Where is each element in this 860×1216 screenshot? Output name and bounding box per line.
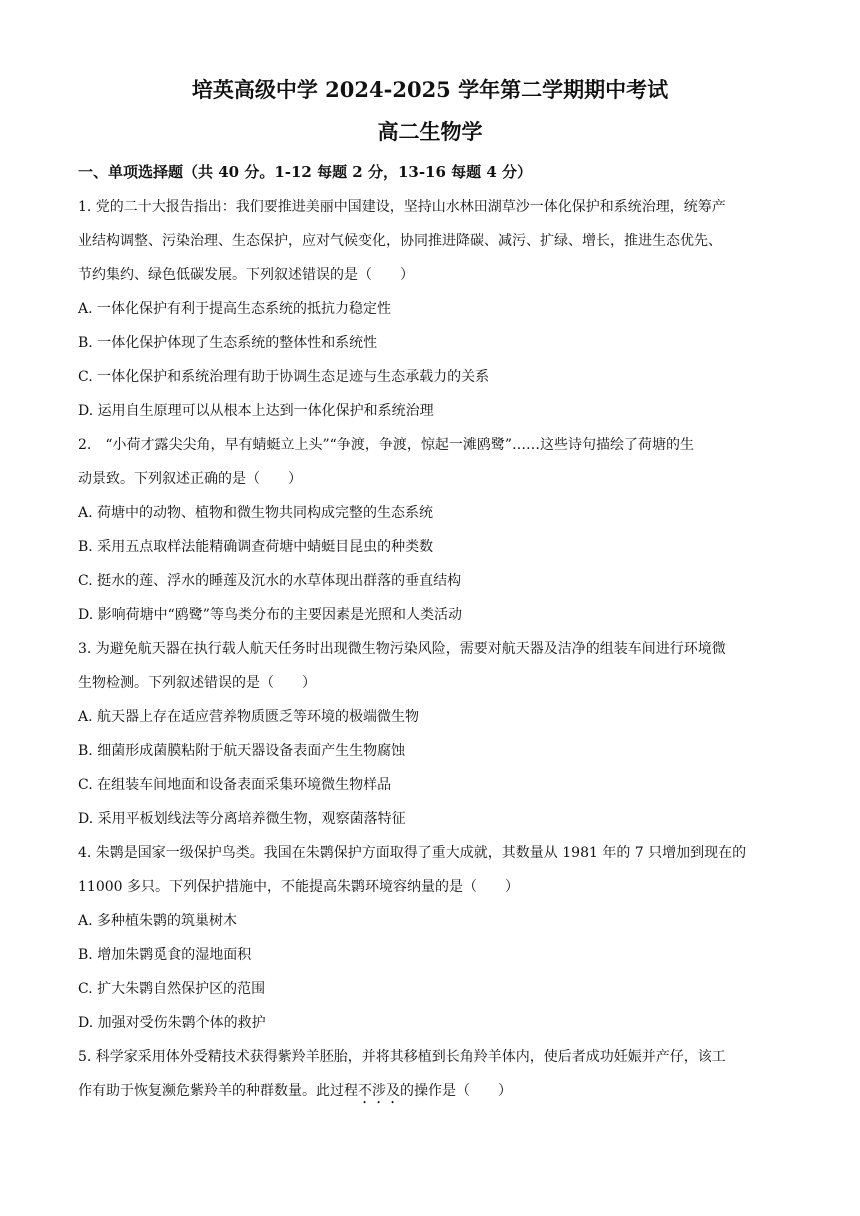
question-text-pre: 作有助于恢复濒危紫羚羊的种群数量。此过程	[78, 1083, 358, 1099]
option-b: B. 增加朱鹮觅食的湿地面积	[78, 947, 252, 963]
option-c: C. 挺水的莲、浮水的睡莲及沉水的水草体现出群落的垂直结构	[78, 573, 462, 589]
option-a: A. 航天器上存在适应营养物质匮乏等环境的极端微生物	[78, 709, 420, 725]
question-text-line: 3. 为避免航天器在执行载人航天任务时出现微生物污染风险，需要对航天器及洁净的组装车间进行环境微	[78, 641, 726, 657]
exam-title: 培英高级中学 2024-2025 学年第二学期期中考试	[191, 77, 669, 102]
question-text-line: 生物检测。下列叙述错误的是（ ）	[78, 675, 316, 691]
option-a: A. 一体化保护有利于提高生态系统的抵抗力稳定性	[78, 301, 392, 317]
question-text-line: 节约集约、绿色低碳发展。下列叙述错误的是（ ）	[78, 267, 414, 283]
option-c: C. 一体化保护和系统治理有助于协调生态足迹与生态承载力的关系	[78, 369, 490, 385]
question-text-line: 4. 朱鹮是国家一级保护鸟类。我国在朱鹮保护方面取得了重大成就，其数量从 1981 年的 7 只增加到现在的	[78, 845, 747, 861]
question-text-line	[78, 1080, 512, 1107]
option-d: D. 采用平板划线法等分离培养微生物，观察菌落特征	[78, 811, 406, 827]
emphasized-text: 不涉及	[358, 1083, 400, 1099]
section-heading: 一、单项选择题（共 40 分。1-12 每题 2 分，13-16 每题 4 分）	[78, 163, 533, 181]
option-d: D. 运用自生原理可以从根本上达到一体化保护和系统治理	[78, 403, 434, 419]
option-b: B. 采用五点取样法能精确调查荷塘中蜻蜓目昆虫的种类数	[78, 539, 434, 555]
option-c: C. 扩大朱鹮自然保护区的范围	[78, 981, 266, 997]
question-text-line: 业结构调整、污染治理、生态保护，应对气候变化，协同推进降碳、减污、扩绿、增长，推进生态优先、	[78, 233, 722, 249]
option-d: D. 影响荷塘中“鸥鹭”等鸟类分布的主要因素是光照和人类活动	[78, 607, 462, 623]
option-d: D. 加强对受伤朱鹮个体的救护	[78, 1015, 266, 1031]
question-text-line: 11000 多只。下列保护措施中，不能提高朱鹮环境容纳量的是（ ）	[78, 879, 519, 895]
option-b: B. 一体化保护体现了生态系统的整体性和系统性	[78, 335, 378, 351]
option-a: A. 多种植朱鹮的筑巢树木	[78, 913, 238, 929]
question-text-line: 动景致。下列叙述正确的是（ ）	[78, 471, 302, 487]
option-c: C. 在组装车间地面和设备表面采集环境微生物样品	[78, 777, 392, 793]
option-a: A. 荷塘中的动物、植物和微生物共同构成完整的生态系统	[78, 505, 434, 521]
option-b: B. 细菌形成菌膜粘附于航天器设备表面产生生物腐蚀	[78, 743, 406, 759]
question-text-line: 2. “小荷才露尖尖角，早有蜻蜓立上头”“争渡，争渡，惊起一滩鸥鹭”……这些诗句描绘了荷塘的生	[78, 437, 694, 453]
question-text-line: 5. 科学家采用体外受精技术获得紫羚羊胚胎，并将其移植到长角羚羊体内，使后者成功妊娠并产仔，该工	[78, 1049, 726, 1065]
question-text-post: 的操作是（ ）	[400, 1083, 512, 1099]
subject-title: 高二生物学	[377, 119, 483, 144]
question-text-line: 1. 党的二十大报告指出：我们要推进美丽中国建设，坚持山水林田湖草沙一体化保护和系统治理，统筹产	[78, 199, 726, 215]
